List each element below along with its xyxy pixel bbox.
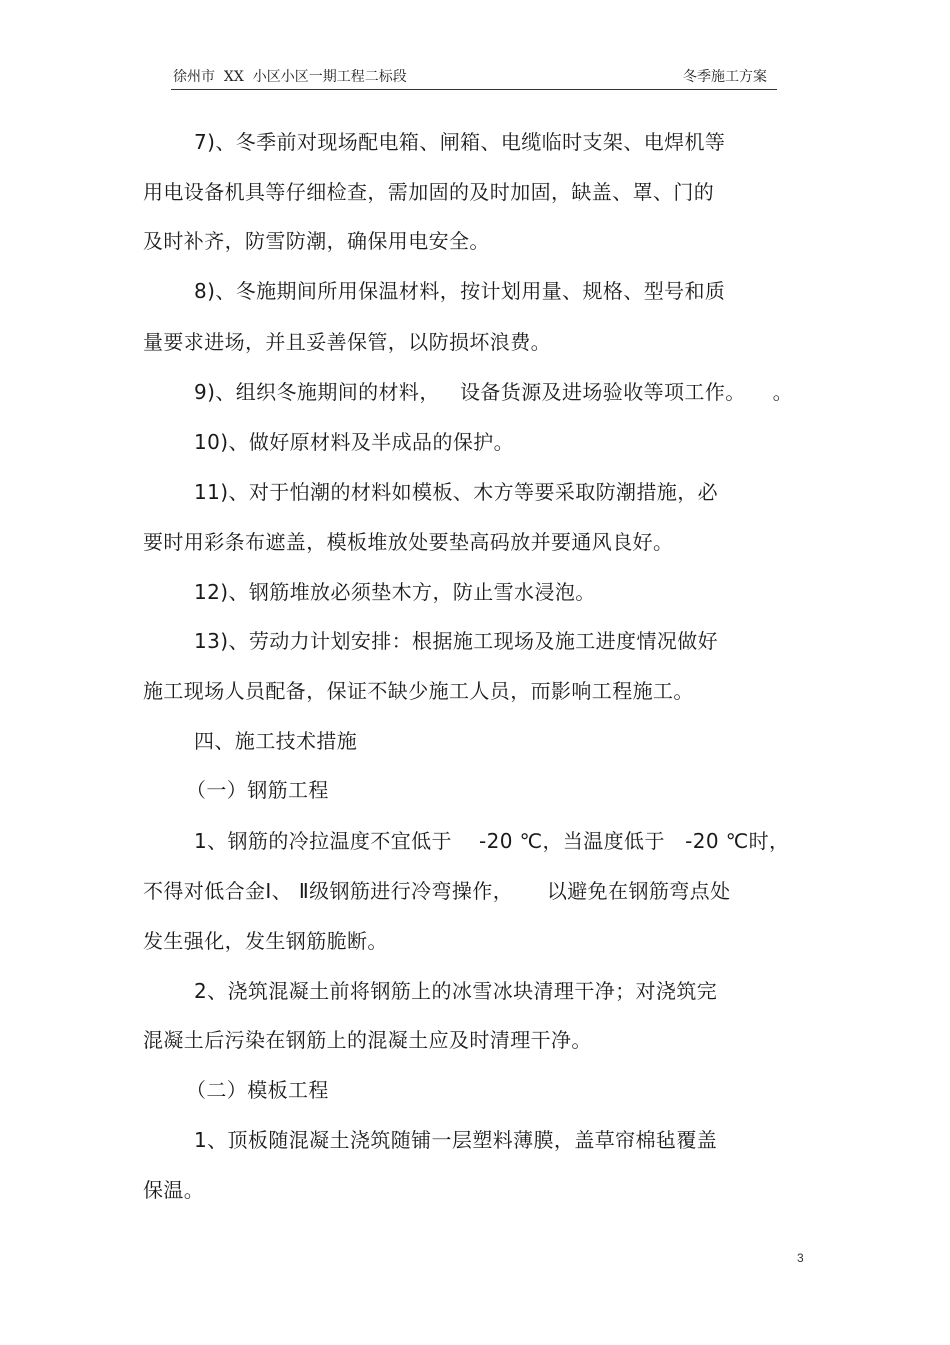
paragraph-11-line-2: 要时用彩条布遮盖，模板堆放处要垫高码放并要通风良好。 (143, 530, 674, 554)
paragraph-7-line-1: 7)、冬季前对现场配电箱、闸箱、电缆临时支架、电焊机等 (194, 130, 726, 154)
page-header (171, 67, 777, 90)
rebar-item-2-line-2: 混凝土后污染在钢筋上的混凝土应及时清理干净。 (143, 1028, 592, 1052)
rebar-item-1-line-1: 1、钢筋的冷拉温度不宜低于 -20 ℃，当温度低于 -20 ℃时， (194, 829, 790, 853)
paragraph-13-line-1: 13)、劳动力计划安排：根据施工现场及施工进度情况做好 (194, 629, 719, 653)
formwork-item-1-line-1: 1、顶板随混凝土浇筑随铺一层塑料薄膜，盖草帘棉毡覆盖 (194, 1128, 718, 1152)
paragraph-7-line-2: 用电设备机具等仔细检查，需加固的及时加固，缺盖、罩、门的 (143, 180, 715, 204)
formwork-item-1-line-2: 保温。 (143, 1178, 205, 1202)
subsection-heading-1: （一）钢筋工程 (186, 778, 329, 802)
rebar-item-1-line-3: 发生强化，发生钢筋脆断。 (143, 929, 388, 953)
paragraph-11-line-1: 11)、对于怕潮的材料如模板、木方等要采取防潮措施，必 (194, 480, 719, 504)
paragraph-8-line-1: 8)、冬施期间所用保温材料，按计划用量、规格、型号和质 (194, 279, 726, 303)
header-project-title: 徐州市 XX 小区小区一期工程二标段 (173, 69, 407, 85)
rebar-item-2-line-1: 2、浇筑混凝土前将钢筋上的冰雪冰块清理干净；对浇筑完 (194, 979, 718, 1003)
paragraph-13-line-2: 施工现场人员配备，保证不缺少施工人员，而影响工程施工。 (143, 679, 694, 703)
paragraph-7-line-3: 及时补齐，防雪防潮，确保用电安全。 (143, 229, 490, 253)
paragraph-12-line-1: 12)、钢筋堆放必须垫木方，防止雪水浸泡。 (194, 580, 596, 604)
subsection-heading-2: （二）模板工程 (186, 1078, 329, 1102)
header-document-title: 冬季施工方案 (683, 69, 767, 85)
paragraph-10-line-1: 10)、做好原材料及半成品的保护。 (194, 430, 515, 454)
section-heading-4: 四、施工技术措施 (194, 729, 358, 753)
rebar-item-1-line-2: 不得对低合金Ⅰ、 Ⅱ级钢筋进行冷弯操作， 以避免在钢筋弯点处 (143, 879, 731, 903)
paragraph-9-line-1: 9)、组织冬施期间的材料， 设备货源及进场验收等项工作。 。 (194, 380, 794, 404)
page-number: 3 (797, 1251, 804, 1265)
paragraph-8-line-2: 量要求进场，并且妥善保管，以防损坏浪费。 (143, 330, 551, 354)
